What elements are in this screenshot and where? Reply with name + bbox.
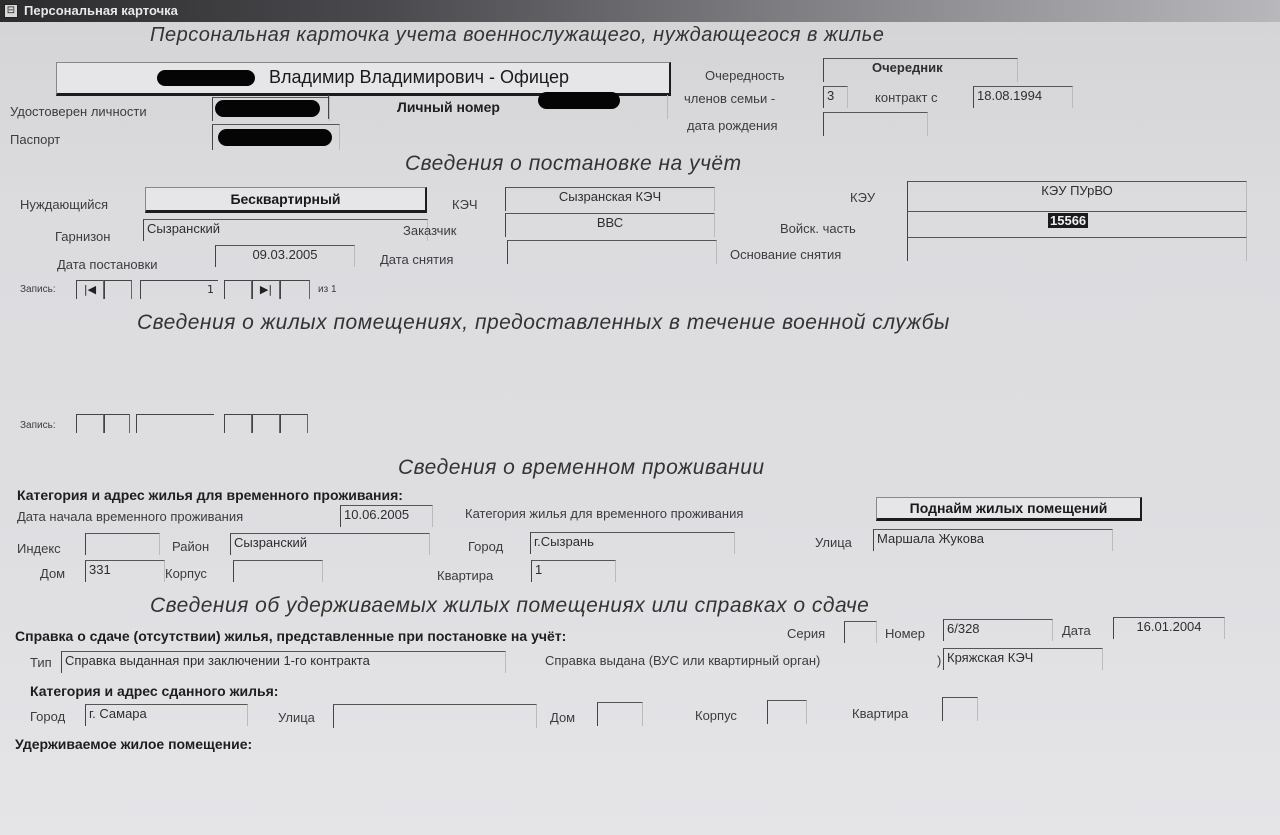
customer-label: Заказчик [403,223,457,238]
retained-house-field[interactable] [597,702,643,726]
house-field[interactable]: 331 [85,560,165,582]
family-label: членов семьи - [684,91,776,106]
card-title: Персональная карточка учета военнослужащего, нуждающегося в жилье [150,24,885,46]
unit-field[interactable] [907,211,1247,239]
full-name-text: Владимир Владимирович - Офицер [268,67,570,87]
temporary-subheader: Категория и адрес жилья для временного проживания: [17,487,403,503]
retained-street-field[interactable] [333,704,537,728]
window-menu-icon[interactable]: ⊟ [4,4,18,18]
customer-field[interactable]: ВВС [505,213,715,237]
certificate-label: Справка о сдаче (отсутствии) жилья, представленные при постановке на учёт: [15,628,567,644]
redaction-mark [157,70,255,86]
reg-date-field[interactable]: 09.03.2005 [215,245,355,267]
record-number-field[interactable]: 1 [140,280,218,299]
housing-service-header: Сведения о жилых помещениях, предоставленных в течение военной службы [137,311,950,334]
contract-label: контракт с [875,90,938,105]
retained-city-label: Город [30,709,66,724]
first-record-icon-2[interactable] [76,414,104,433]
series-label: Серия [787,626,826,641]
date-label: Дата [1062,623,1091,638]
unit-label: Войск. часть [780,221,856,236]
temporary-header: Сведения о временном проживании [398,456,765,479]
birth-label: дата рождения [687,118,778,133]
apartment-label: Квартира [437,568,494,583]
street-field[interactable]: Маршала Жукова [873,529,1113,551]
retained-header: Сведения об удерживаемых жилых помещениях или справках о сдаче [150,594,870,617]
building-label: Корпус [165,566,207,581]
redaction-mark [215,100,320,117]
type-label: Тип [30,655,52,670]
removal-reason-field[interactable] [907,237,1247,261]
street-label: Улица [815,535,852,550]
building-field[interactable] [233,560,323,582]
passport-label: Паспорт [10,132,61,147]
date-field[interactable]: 16.01.2004 [1113,617,1225,639]
index-field[interactable] [85,533,160,555]
address-subheader: Категория и адрес сданного жилья: [30,683,279,699]
personal-number-label: Личный номер [397,99,500,115]
category-combo[interactable]: Поднайм жилых помещений [876,497,1142,521]
start-date-label: Дата начала временного проживания [17,509,244,524]
priority-field[interactable]: Очередник [823,58,1018,82]
type-field[interactable]: Справка выданная при заключении 1-го контракта [61,651,506,673]
city-field[interactable]: г.Сызрань [530,532,735,554]
prev-record-icon-2[interactable] [104,414,130,433]
id-card-label: Удостоверен личности [10,104,147,119]
next-record-icon-2[interactable] [224,414,252,433]
removal-date-field[interactable] [507,240,717,264]
redaction-mark [218,129,332,146]
keu-field[interactable]: КЭУ ПУрВО [907,181,1247,211]
needs-label: Нуждающийся [20,197,109,212]
number-field[interactable]: 6/328 [943,619,1053,641]
next-record-button[interactable] [224,280,252,299]
district-field[interactable]: Сызранский [230,533,430,555]
start-date-field[interactable]: 10.06.2005 [340,505,433,527]
reg-date-label: Дата постановки [57,257,158,272]
record-nav-label: Запись: [20,284,56,295]
retained-housing-label: Удерживаемое жилое помещение: [15,736,253,752]
district-label: Район [172,539,210,554]
city-label: Город [468,539,504,554]
category-label: Категория жилья для временного проживания [465,506,744,521]
redaction-mark [538,92,620,109]
retained-building-label: Корпус [695,708,737,723]
retained-city-field[interactable]: г. Самара [85,704,248,726]
last-record-icon[interactable]: ▶| [252,280,280,299]
kech-field[interactable]: Сызранская КЭЧ [505,187,715,211]
retained-building-field[interactable] [767,700,807,724]
record-nav-label-2: Запись: [20,420,56,431]
retained-apartment-label: Квартира [852,706,909,721]
garrison-field[interactable]: Сызранский [143,219,428,241]
window-titlebar [0,0,1280,22]
window-title: Персональная карточка [24,3,178,18]
record-count: из 1 [318,284,337,295]
registration-header: Сведения о постановке на учёт [405,152,742,175]
issued-label: Справка выдана (ВУС или квартирный орган) [545,653,821,668]
retained-house-label: Дом [550,710,576,725]
series-field[interactable] [844,621,877,643]
new-record-icon[interactable] [280,280,310,299]
new-record-icon-2[interactable] [280,414,308,433]
issued-paren: ) [937,653,942,668]
priority-label: Очередность [705,68,785,83]
prev-record-icon[interactable] [104,280,132,299]
first-record-icon[interactable]: |◀ [76,280,104,299]
number-label: Номер [885,626,926,641]
retained-apartment-field[interactable] [942,697,978,721]
removal-date-label: Дата снятия [380,252,454,267]
house-label: Дом [40,566,66,581]
removal-reason-label: Основание снятия [730,247,842,262]
index-label: Индекс [17,541,61,556]
last-record-icon-2[interactable] [252,414,280,433]
contract-field[interactable]: 18.08.1994 [973,86,1073,108]
unit-value: 15566 [1050,213,1087,228]
garrison-label: Гарнизон [55,229,111,244]
retained-street-label: Улица [278,710,315,725]
keu-label: КЭУ [850,190,876,205]
family-field[interactable]: 3 [823,86,848,108]
issued-field[interactable]: Кряжская КЭЧ [943,648,1103,670]
full-name-field[interactable] [56,62,671,96]
kech-label: КЭЧ [452,197,478,212]
record-number-field-2[interactable] [136,414,214,433]
apartment-field[interactable]: 1 [531,560,616,582]
birth-field[interactable] [823,112,928,136]
needs-combo[interactable]: Бесквартирный [145,187,427,213]
